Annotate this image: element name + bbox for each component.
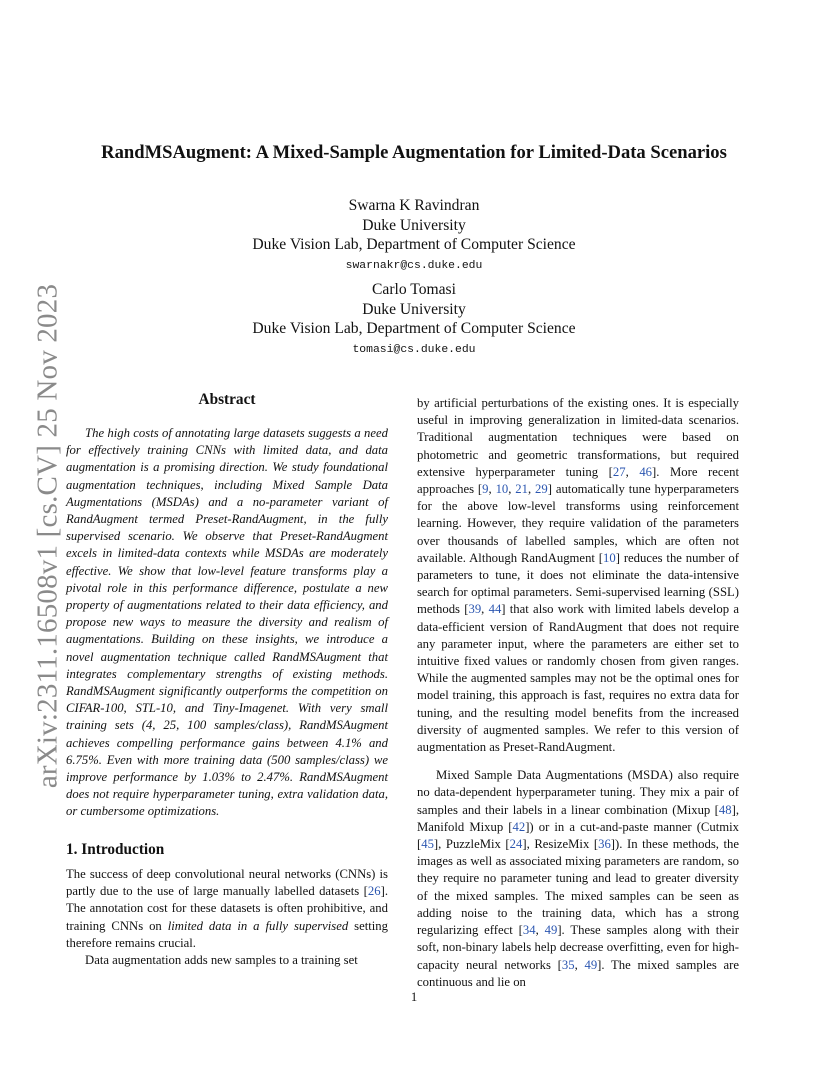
arxiv-identifier: arXiv:2311.16508v1 [cs.CV] 25 Nov 2023: [31, 283, 64, 789]
right-paragraph-2: [417, 767, 739, 991]
citation-link[interactable]: 35: [561, 957, 575, 972]
citation-link[interactable]: 39: [468, 602, 482, 617]
author-department: Duke Vision Lab, Department of Computer Science: [252, 320, 576, 337]
page-number: 1: [410, 990, 418, 1004]
text-run: ]). In these methods, the images as well as associated mixing parameters are random, so they require no parameter tuning and lead to greater diversity of the mixed samples. The mixed samples can be seen as adding noise to the training data, which has a strong regularizing effect [: [417, 837, 740, 938]
citation-link[interactable]: 26: [367, 884, 381, 899]
citation-link[interactable]: 44: [488, 602, 502, 617]
citation-link[interactable]: 34: [522, 923, 536, 938]
author-affiliation: Duke University: [362, 300, 466, 318]
author-email: swarnakr@cs.duke.edu: [345, 259, 483, 272]
text-run: ,: [527, 482, 536, 497]
citation-link[interactable]: 10: [603, 550, 616, 565]
citation-link[interactable]: 36: [598, 837, 611, 852]
author-block-1: [0, 196, 828, 277]
text-run: ]. The mixed samples are continuous and lie on: [417, 957, 740, 989]
citation-link[interactable]: 9: [482, 482, 489, 497]
text-run: ] reduces the number of parameters to tune, it does not eliminate the data-intensive search for optimal parameters. Semi-supervised learning (SSL) methods [: [417, 550, 739, 617]
text-run: ]. More recent approaches [: [417, 464, 740, 497]
citation-link[interactable]: 42: [512, 819, 526, 834]
text-run: ,: [625, 464, 640, 479]
text-run: ], PuzzleMix [: [433, 837, 510, 852]
abstract-body: [66, 425, 388, 821]
text-run: Mixed Sample Data Augmentations (MSDA) also require no data-dependent hyperparameter tuning. They mix a pair of samples and their labels in a linear combination (Mixup [: [417, 768, 739, 817]
citation-link[interactable]: 49: [584, 957, 598, 972]
text-run: ], Manifold Mixup [: [417, 802, 739, 834]
section-heading: 1. Introduction: [66, 841, 165, 858]
text-run: ,: [508, 482, 516, 497]
text-run: ,: [574, 957, 585, 972]
citation-link[interactable]: 48: [718, 802, 732, 817]
text-run: ,: [535, 923, 545, 938]
text-run: ] that also work with limited labels develop a data-efficient version of RandAugment that does not require any parameter input, where the parameters are either set to intuitive fixed values or randomly chosen from given ranges. While the augmented samples may not be the optimal ones for model training, this approach is fast, requires no extra data for tuning, and the resulting model benefits from the increased diversity of augmented samples. We refer to this version of augmentation as Preset-RandAugment.: [417, 602, 739, 755]
text-run: ] automatically tune hyperparameters for the above low-level transforms using reinforcement learning. However, they require validation of the parameters over thousands of labelled samples, which are often not available. Although RandAugment [: [417, 482, 739, 565]
right-column: [417, 395, 739, 1002]
citation-link[interactable]: 46: [639, 464, 652, 479]
author-email: tomasi@cs.duke.edu: [352, 343, 476, 356]
citation-link[interactable]: 27: [612, 464, 626, 479]
citation-link[interactable]: 45: [421, 837, 434, 852]
citation-link[interactable]: 21: [515, 482, 528, 497]
abstract-text: The high costs of annotating large datasets suggests a need for effectively training CNNs with limited data, and data augmentation is a promising direction. We study foundational augmentation techniques, including Mixed Sample Data Augmentations (MSDAs) and a no-parameter variant of RandAugment termed Preset-RandAugment, in the fully supervised scenario. We observe that Preset-RandAugment excels in limited-data contexts while MSDAs are moderately effective. We show that low-level feature transforms play a pivotal role in this performance difference, postulate a new property of augmentations related to their data efficiency, and propose new ways to measure the diversity and realism of augmentations. Building on these insights, we introduce a novel augmentation technique called RandMSAugment that integrates complementary strengths of existing methods. RandMSAugment significantly outperforms the competition on CIFAR-100, STL-10, and Tiny-Imagenet. With very small training sets (4, 25, 100 samples/class), RandMSAugment achieves compelling performance gains between 4.1% and 6.75%. Even with more training data (500 samples/class) we improve performance by 1.03% to 2.47%. RandMSAugment does not require hyperparameter tuning, extra validation data, or cumbersome optimizations.: [66, 426, 388, 819]
text-run: ]. These samples along with their soft, non-binary labels help decrease overfitting, even for high-capacity neural networks [: [417, 923, 739, 972]
author-affiliation: Duke University: [362, 216, 466, 234]
introduction-body: [66, 866, 388, 969]
abstract-heading: Abstract: [198, 391, 256, 408]
text-run: ], ResizeMix [: [522, 837, 599, 852]
author-name: Swarna K Ravindran: [348, 197, 480, 214]
paper-title: RandMSAugment: A Mixed-Sample Augmentation for Limited-Data Scenarios: [101, 142, 727, 163]
citation-link[interactable]: 49: [544, 923, 558, 938]
citation-link[interactable]: 10: [495, 482, 509, 497]
text-run: by artificial perturbations of the existing ones. It is especially useful in improving generalization in limited-data scenarios. Traditional augmentation techniques were based on photometric and geometric transformations, but required extensive hyperparameter tuning [: [417, 396, 739, 479]
right-paragraph-1: [417, 395, 739, 756]
intro-paragraph-1: The success of deep convolutional neural networks (CNNs) is partly due to the use of large manually labelled datasets [26]. The annotation cost for these datasets is often prohibitive, and training CNNs on limited data in a fully supervised setting therefore remains crucial.: [66, 867, 388, 950]
citation-link[interactable]: 29: [535, 482, 548, 497]
author-department: Duke Vision Lab, Department of Computer Science: [252, 236, 576, 253]
text-run: ,: [481, 602, 489, 617]
author-block-2: [0, 280, 828, 361]
author-name: Carlo Tomasi: [372, 281, 456, 298]
text-run: ,: [488, 482, 496, 497]
text-run: ]) or in a cut-and-paste manner (Cutmix [: [417, 819, 739, 852]
intro-paragraph-2: Data augmentation adds new samples to a training set: [85, 953, 358, 968]
citation-link[interactable]: 24: [509, 837, 523, 852]
